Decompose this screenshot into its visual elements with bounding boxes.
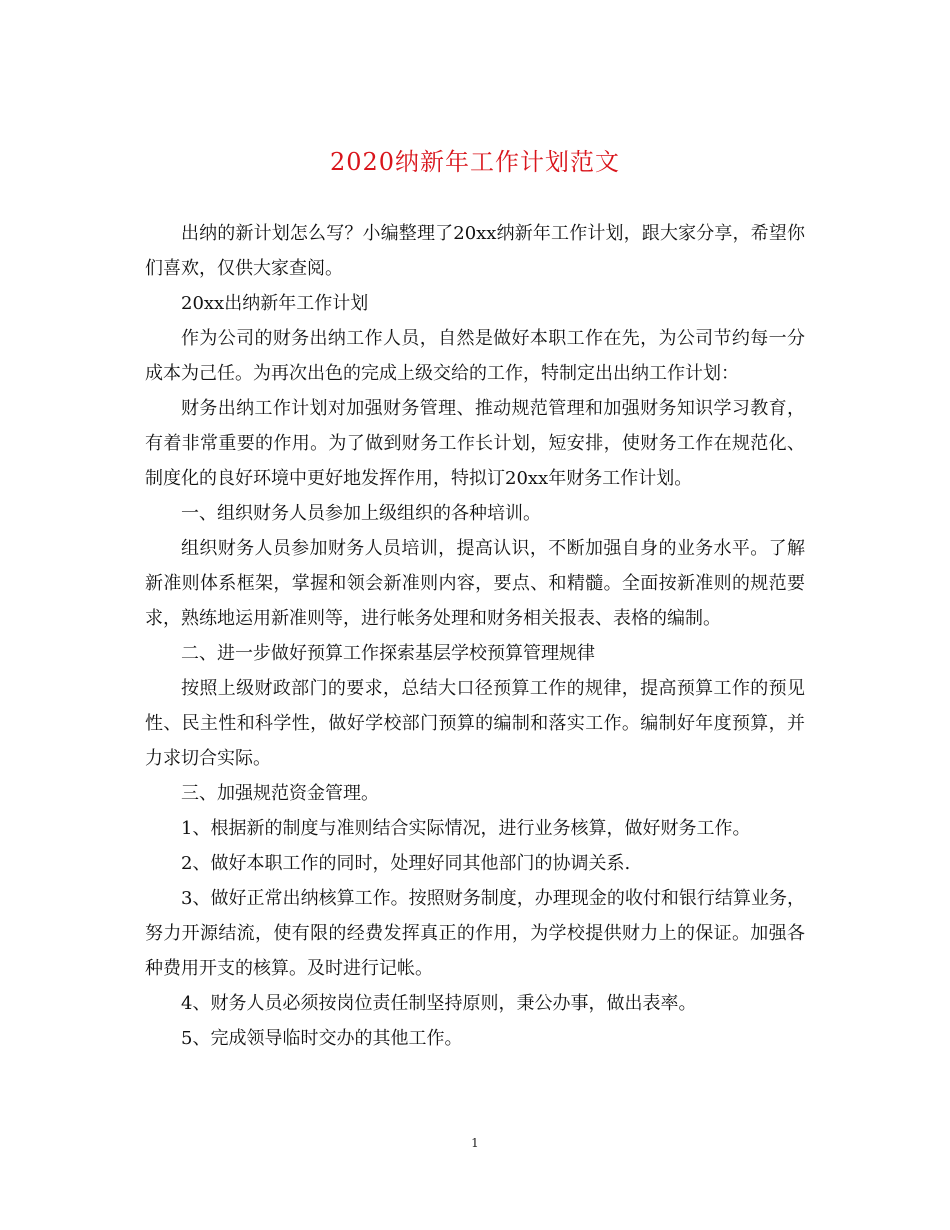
section-heading-1: 一、组织财务人员参加上级组织的各种培训。 <box>181 503 541 524</box>
section-heading-2: 二、进一步做好预算工作探索基层学校预算管理规律 <box>181 643 595 664</box>
document-title: 2020纳新年工作计划范文 <box>329 148 621 176</box>
paragraph: 组织财务人员参加财务人员培训，提高认识，不断加强自身的业务水平。了解新准则体系框架，掌握和领会新准则内容，要点、和精髓。全面按新准则的规范要求，熟练地运用新准则等，进行帐务处理和财务相关报表、表格的编制。 <box>145 538 805 629</box>
paragraph-subtitle: 20xx出纳新年工作计划 <box>181 293 369 314</box>
paragraph: 财务出纳工作计划对加强财务管理、推动规范管理和加强财务知识学习教育，有着非常重要的作用。为了做到财务工作长计划，短安排，使财务工作在规范化、制度化的良好环境中更好地发挥作用，特拟订20xx年财务工作计划。 <box>145 398 805 489</box>
list-item: 2、做好本职工作的同时，处理好同其他部门的协调关系. <box>181 853 631 874</box>
list-item: 5、完成领导临时交办的其他工作。 <box>181 1028 463 1049</box>
list-item: 1、根据新的制度与准则结合实际情况，进行业务核算，做好财务工作。 <box>181 818 751 839</box>
paragraph: 按照上级财政部门的要求，总结大口径预算工作的规律，提高预算工作的预见性、民主性和科学性，做好学校部门预算的编制和落实工作。编制好年度预算，并力求切合实际。 <box>145 678 805 769</box>
paragraph-intro: 出纳的新计划怎么写？小编整理了20xx纳新年工作计划，跟大家分享，希望你们喜欢，仅供大家查阅。 <box>145 223 805 279</box>
list-item: 4、财务人员必须按岗位责任制坚持原则，秉公办事，做出表率。 <box>181 993 697 1014</box>
paragraph: 作为公司的财务出纳工作人员，自然是做好本职工作在先，为公司节约每一分成本为己任。为再次出色的完成上级交给的工作，特制定出出纳工作计划： <box>145 328 805 384</box>
document-body <box>145 216 805 1056</box>
section-heading-3: 三、加强规范资金管理。 <box>181 783 379 804</box>
list-item: 3、做好正常出纳核算工作。按照财务制度，办理现金的收付和银行结算业务，努力开源结流，使有限的经费发挥真正的作用，为学校提供财力上的保证。加强各种费用开支的核算。及时进行记帐。 <box>145 888 805 979</box>
page-number: 1 <box>471 1136 479 1150</box>
